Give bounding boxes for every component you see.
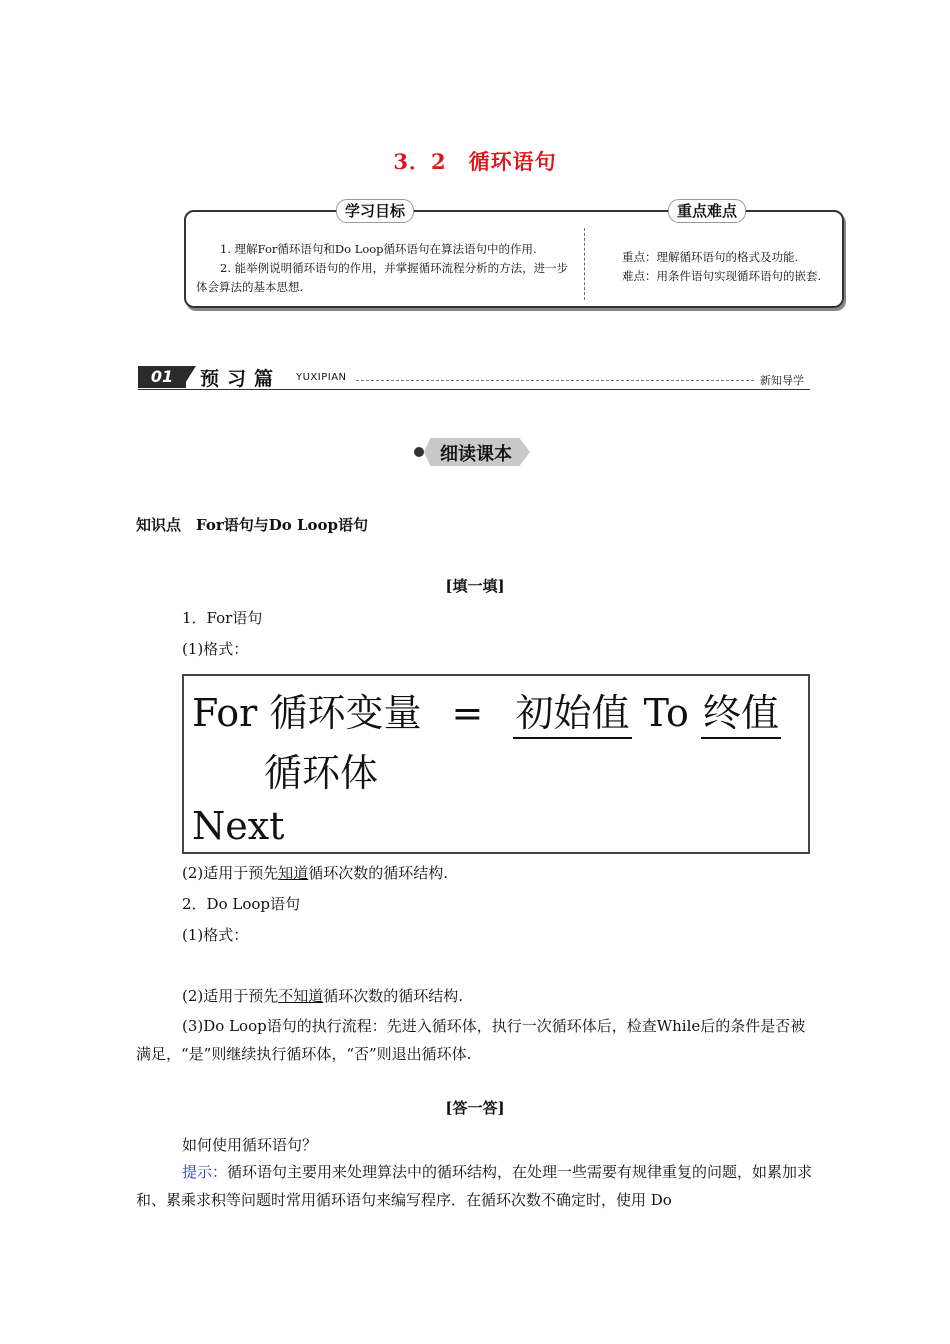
doloop-flow: (3)Do Loop语句的执行流程：先进入循环体，执行一次循环体后，检查While后的条件是否被满足，“是”则继续执行循环体，“否”则退出循环体. [136,1017,806,1063]
code-init-blank: 初始值 [513,682,631,739]
doloop-format-label: (1)格式： [182,926,249,944]
keypoints-tab: 重点难点 [668,199,746,223]
doloop-usage-key: 不知道 [278,987,324,1005]
dashed-rule [356,380,754,381]
fill-label: [填一填] [445,577,505,595]
hint-label: 提示： [182,1163,228,1181]
goal-item: 1. 理解For循环语句和Do Loop循环语句在算法语句中的作用. [220,242,537,256]
goals-tab: 学习目标 [336,199,414,223]
section-title: 预习篇 [200,368,282,390]
keypoint-item: 难点：用条件语句实现循环语句的嵌套. [622,269,822,283]
code-end-blank: 终值 [701,682,781,739]
section-number-badge: 01 [138,366,186,388]
divider [584,228,585,300]
page-title: 3．2 循环语句 [393,149,557,174]
hint-text: 循环语句主要用来处理算法中的循环结构，在处理一些需要有规律重复的问题，如累加求和、累乘求积等问题时常用循环语句来编写程序．在循环次数不确定时，使用 Do [136,1163,813,1209]
pill-label: 细读课本 [440,444,512,465]
keypoint-item: 重点：理解循环语句的格式及功能. [622,250,799,264]
code-next: Next [192,804,285,848]
section-banner [138,364,810,390]
badge-arrow [182,366,196,388]
answer-label: [答一答] [445,1099,505,1117]
for-syntax-line1 [192,682,781,739]
code-eq: = [451,691,484,735]
read-textbook-pill [414,438,532,466]
knowledge-heading: 知识点 For语句与Do Loop语句 [136,516,369,534]
for-syntax-box [182,674,810,854]
for-format-label: (1)格式： [182,640,249,658]
doloop-usage-suffix: 循环次数的循环结构. [323,987,464,1005]
question: 如何使用循环语句？ [182,1136,318,1154]
doloop-usage-prefix: (2)适用于预先 [182,987,279,1005]
for-heading: 1．For语句 [182,609,263,627]
section-guide: 新知导学 [760,374,804,387]
keypoints-list [622,248,832,286]
banner-underline [138,389,810,390]
code-for: For [192,691,258,735]
code-body: 循环体 [264,751,379,795]
for-usage-prefix: (2)适用于预先 [182,864,279,882]
section-pinyin: YUXIPIAN [296,372,347,383]
doloop-heading: 2．Do Loop语句 [182,895,300,913]
for-usage [182,862,448,883]
for-usage-key: 知道 [278,864,309,882]
goals-list [196,240,576,297]
doloop-usage [182,985,463,1006]
hint-paragraph [136,1158,816,1214]
code-to: To [643,691,689,735]
bullet-dot-icon [414,447,424,457]
goal-item: 2. 能举例说明循环语句的作用，并掌握循环流程分析的方法，进一步体会算法的基本思想. [196,261,569,294]
for-usage-suffix: 循环次数的循环结构. [308,864,449,882]
code-var: 循环变量 [269,691,422,735]
